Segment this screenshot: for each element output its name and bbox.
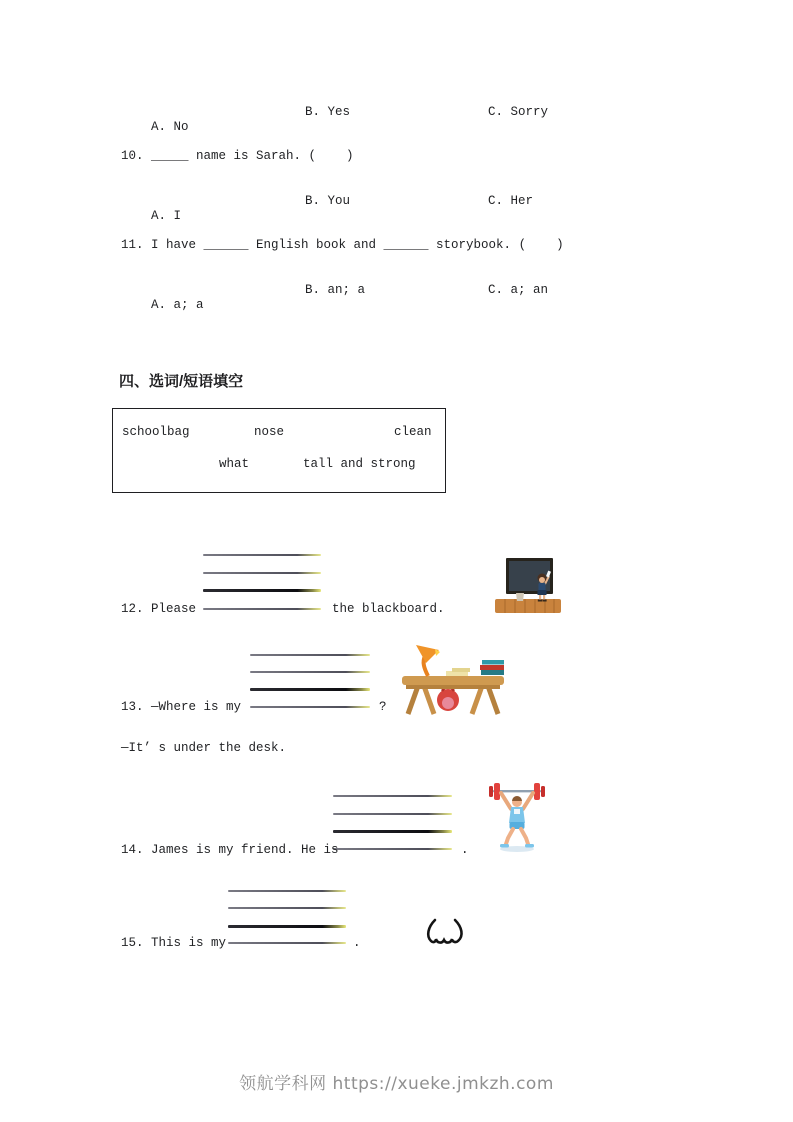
blank-line xyxy=(333,830,452,833)
option-a: A. a; a xyxy=(151,298,204,312)
section-heading: 四、选词/短语填空 xyxy=(119,373,244,390)
question-13-reply: —It’ s under the desk. xyxy=(121,741,287,755)
word-bank-item: what xyxy=(219,457,250,471)
question-12-prefix: 12. Please xyxy=(121,602,197,616)
answer-blank-lines-q15 xyxy=(228,887,346,945)
footer-credit: 领航学科网 https://xueke.jmkzh.com xyxy=(239,1074,554,1094)
blank-line xyxy=(228,925,346,928)
word-bank xyxy=(112,408,446,493)
blank-line xyxy=(333,795,452,797)
blank-line xyxy=(250,671,370,673)
question-13-prefix: 13. —Where is my xyxy=(121,700,242,714)
answer-blank-lines-q14 xyxy=(333,793,452,851)
word-bank-item: tall and strong xyxy=(303,457,416,471)
desk-scene-image xyxy=(398,640,508,716)
blackboard-scene-image xyxy=(492,556,565,616)
blank-line xyxy=(203,554,321,556)
nose-drawing-image xyxy=(423,917,469,953)
word-bank-item: nose xyxy=(254,425,285,439)
option-c: C. Her xyxy=(488,194,534,208)
blank-line xyxy=(228,907,346,909)
question-15-prefix: 15. This is my xyxy=(121,936,227,950)
weightlifter-image xyxy=(486,781,548,853)
option-b: B. You xyxy=(305,194,351,208)
blank-line xyxy=(203,608,321,610)
word-bank-item: clean xyxy=(394,425,432,439)
option-b: B. Yes xyxy=(305,105,351,119)
question-10-text: 10. _____ name is Sarah. ( ) xyxy=(121,149,354,163)
word-bank-item: schoolbag xyxy=(122,425,190,439)
desk-icon xyxy=(398,640,508,716)
option-b: B. an; a xyxy=(305,283,366,297)
option-c: C. a; an xyxy=(488,283,549,297)
weightlifter-icon xyxy=(486,781,548,853)
question-14-prefix: 14. James is my friend. He is xyxy=(121,843,339,857)
nose-icon xyxy=(423,917,469,953)
option-c: C. Sorry xyxy=(488,105,549,119)
blank-line xyxy=(250,706,370,708)
blank-line xyxy=(203,572,321,574)
question-15-suffix: . xyxy=(353,936,361,950)
option-a: A. No xyxy=(151,120,189,134)
option-a: A. I xyxy=(151,209,182,223)
blank-line xyxy=(333,848,452,850)
question-13-suffix: ? xyxy=(379,700,387,714)
blank-line xyxy=(228,942,346,944)
blank-line xyxy=(228,890,346,892)
answer-blank-lines-q13 xyxy=(250,651,370,709)
answer-blank-lines-q12 xyxy=(203,553,321,611)
question-14-suffix: . xyxy=(461,843,469,857)
blank-line xyxy=(250,654,370,656)
question-11-text: 11. I have ______ English book and ______ storybook. ( ) xyxy=(121,238,564,252)
blank-line xyxy=(250,688,370,691)
blank-line xyxy=(203,589,321,592)
question-12-suffix: the blackboard. xyxy=(332,602,445,616)
blank-line xyxy=(333,813,452,815)
blackboard-icon xyxy=(492,556,565,616)
option-row-q11 xyxy=(121,283,549,358)
